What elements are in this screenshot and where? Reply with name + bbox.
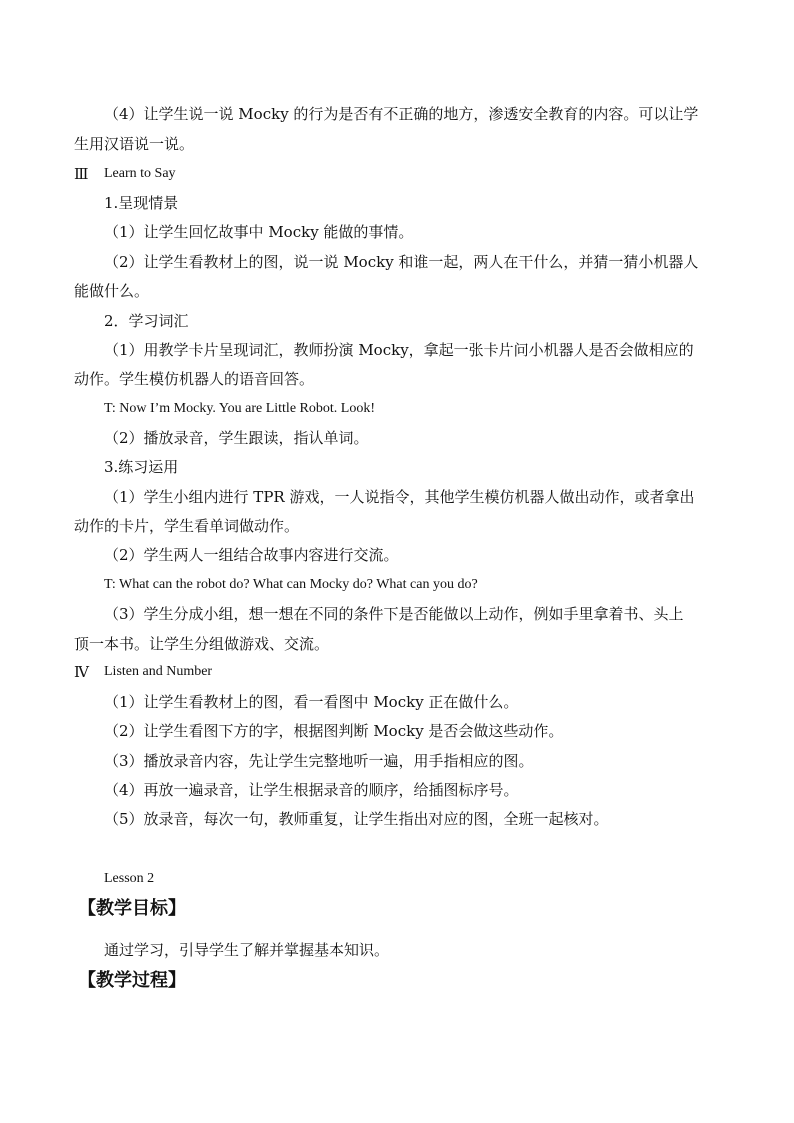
paragraph-line: （1）让学生回忆故事中 Mocky 能做的事情。 (104, 223, 414, 241)
dialogue-line: T: What can the robot do? What can Mocky do? What can you do? (104, 577, 478, 592)
subsection-title: 3.练习运用 (104, 458, 179, 476)
paragraph-line: 生用汉语说一说。 (74, 135, 195, 153)
paragraph-line: 动作的卡片，学生看单词做动作。 (74, 517, 300, 535)
teaching-process-heading: 【教学过程】 (78, 970, 186, 991)
section-numeral: Ⅳ (74, 663, 89, 681)
paragraph-line: （3）学生分成小组，想一想在不同的条件下是否能做以上动作，例如手里拿着书、头上 (104, 605, 684, 623)
paragraph-line: 顶一本书。让学生分组做游戏、交流。 (74, 635, 330, 653)
subsection-title: 2．学习词汇 (104, 312, 189, 330)
paragraph-line: （1）用教学卡片呈现词汇，教师扮演 Mocky，拿起一张卡片问小机器人是否会做相应的 (104, 341, 694, 359)
section-numeral: Ⅲ (74, 165, 89, 183)
paragraph-line: 通过学习，引导学生了解并掌握基本知识。 (104, 941, 390, 959)
dialogue-line: T: Now I’m Mocky. You are Little Robot. Look! (104, 401, 375, 416)
paragraph-line: （1）让学生看教材上的图，看一看图中 Mocky 正在做什么。 (104, 693, 519, 711)
section-title: Learn to Say (104, 166, 176, 181)
paragraph-line: （1）学生小组内进行 TPR 游戏，一人说指令，其他学生模仿机器人做出动作，或者拿出 (104, 488, 695, 506)
section-title: Listen and Number (104, 664, 213, 679)
subsection-title: 1.呈现情景 (104, 194, 179, 212)
paragraph-line: 能做什么。 (74, 282, 150, 300)
paragraph-line: （5）放录音，每次一句，教师重复，让学生指出对应的图，全班一起核对。 (104, 810, 609, 828)
paragraph-line: 动作。学生模仿机器人的语音回答。 (74, 370, 315, 388)
teaching-goals-heading: 【教学目标】 (78, 898, 186, 919)
paragraph-line: （3）播放录音内容，先让学生完整地听一遍，用手指相应的图。 (104, 752, 534, 770)
lesson-label: Lesson 2 (104, 871, 155, 886)
paragraph-line: （2）让学生看教材上的图，说一说 Mocky 和谁一起，两人在干什么，并猜一猜小机器人 (104, 253, 699, 271)
paragraph-line: （4）再放一遍录音，让学生根据录音的顺序，给插图标序号。 (104, 781, 519, 799)
paragraph-line: （2）播放录音，学生跟读，指认单词。 (104, 429, 369, 447)
paragraph-line: （2）学生两人一组结合故事内容进行交流。 (104, 546, 399, 564)
paragraph-line: （2）让学生看图下方的字，根据图判断 Mocky 是否会做这些动作。 (104, 722, 564, 740)
paragraph-line: （4）让学生说一说 Mocky 的行为是否有不正确的地方，渗透安全教育的内容。可以让学 (104, 105, 699, 123)
